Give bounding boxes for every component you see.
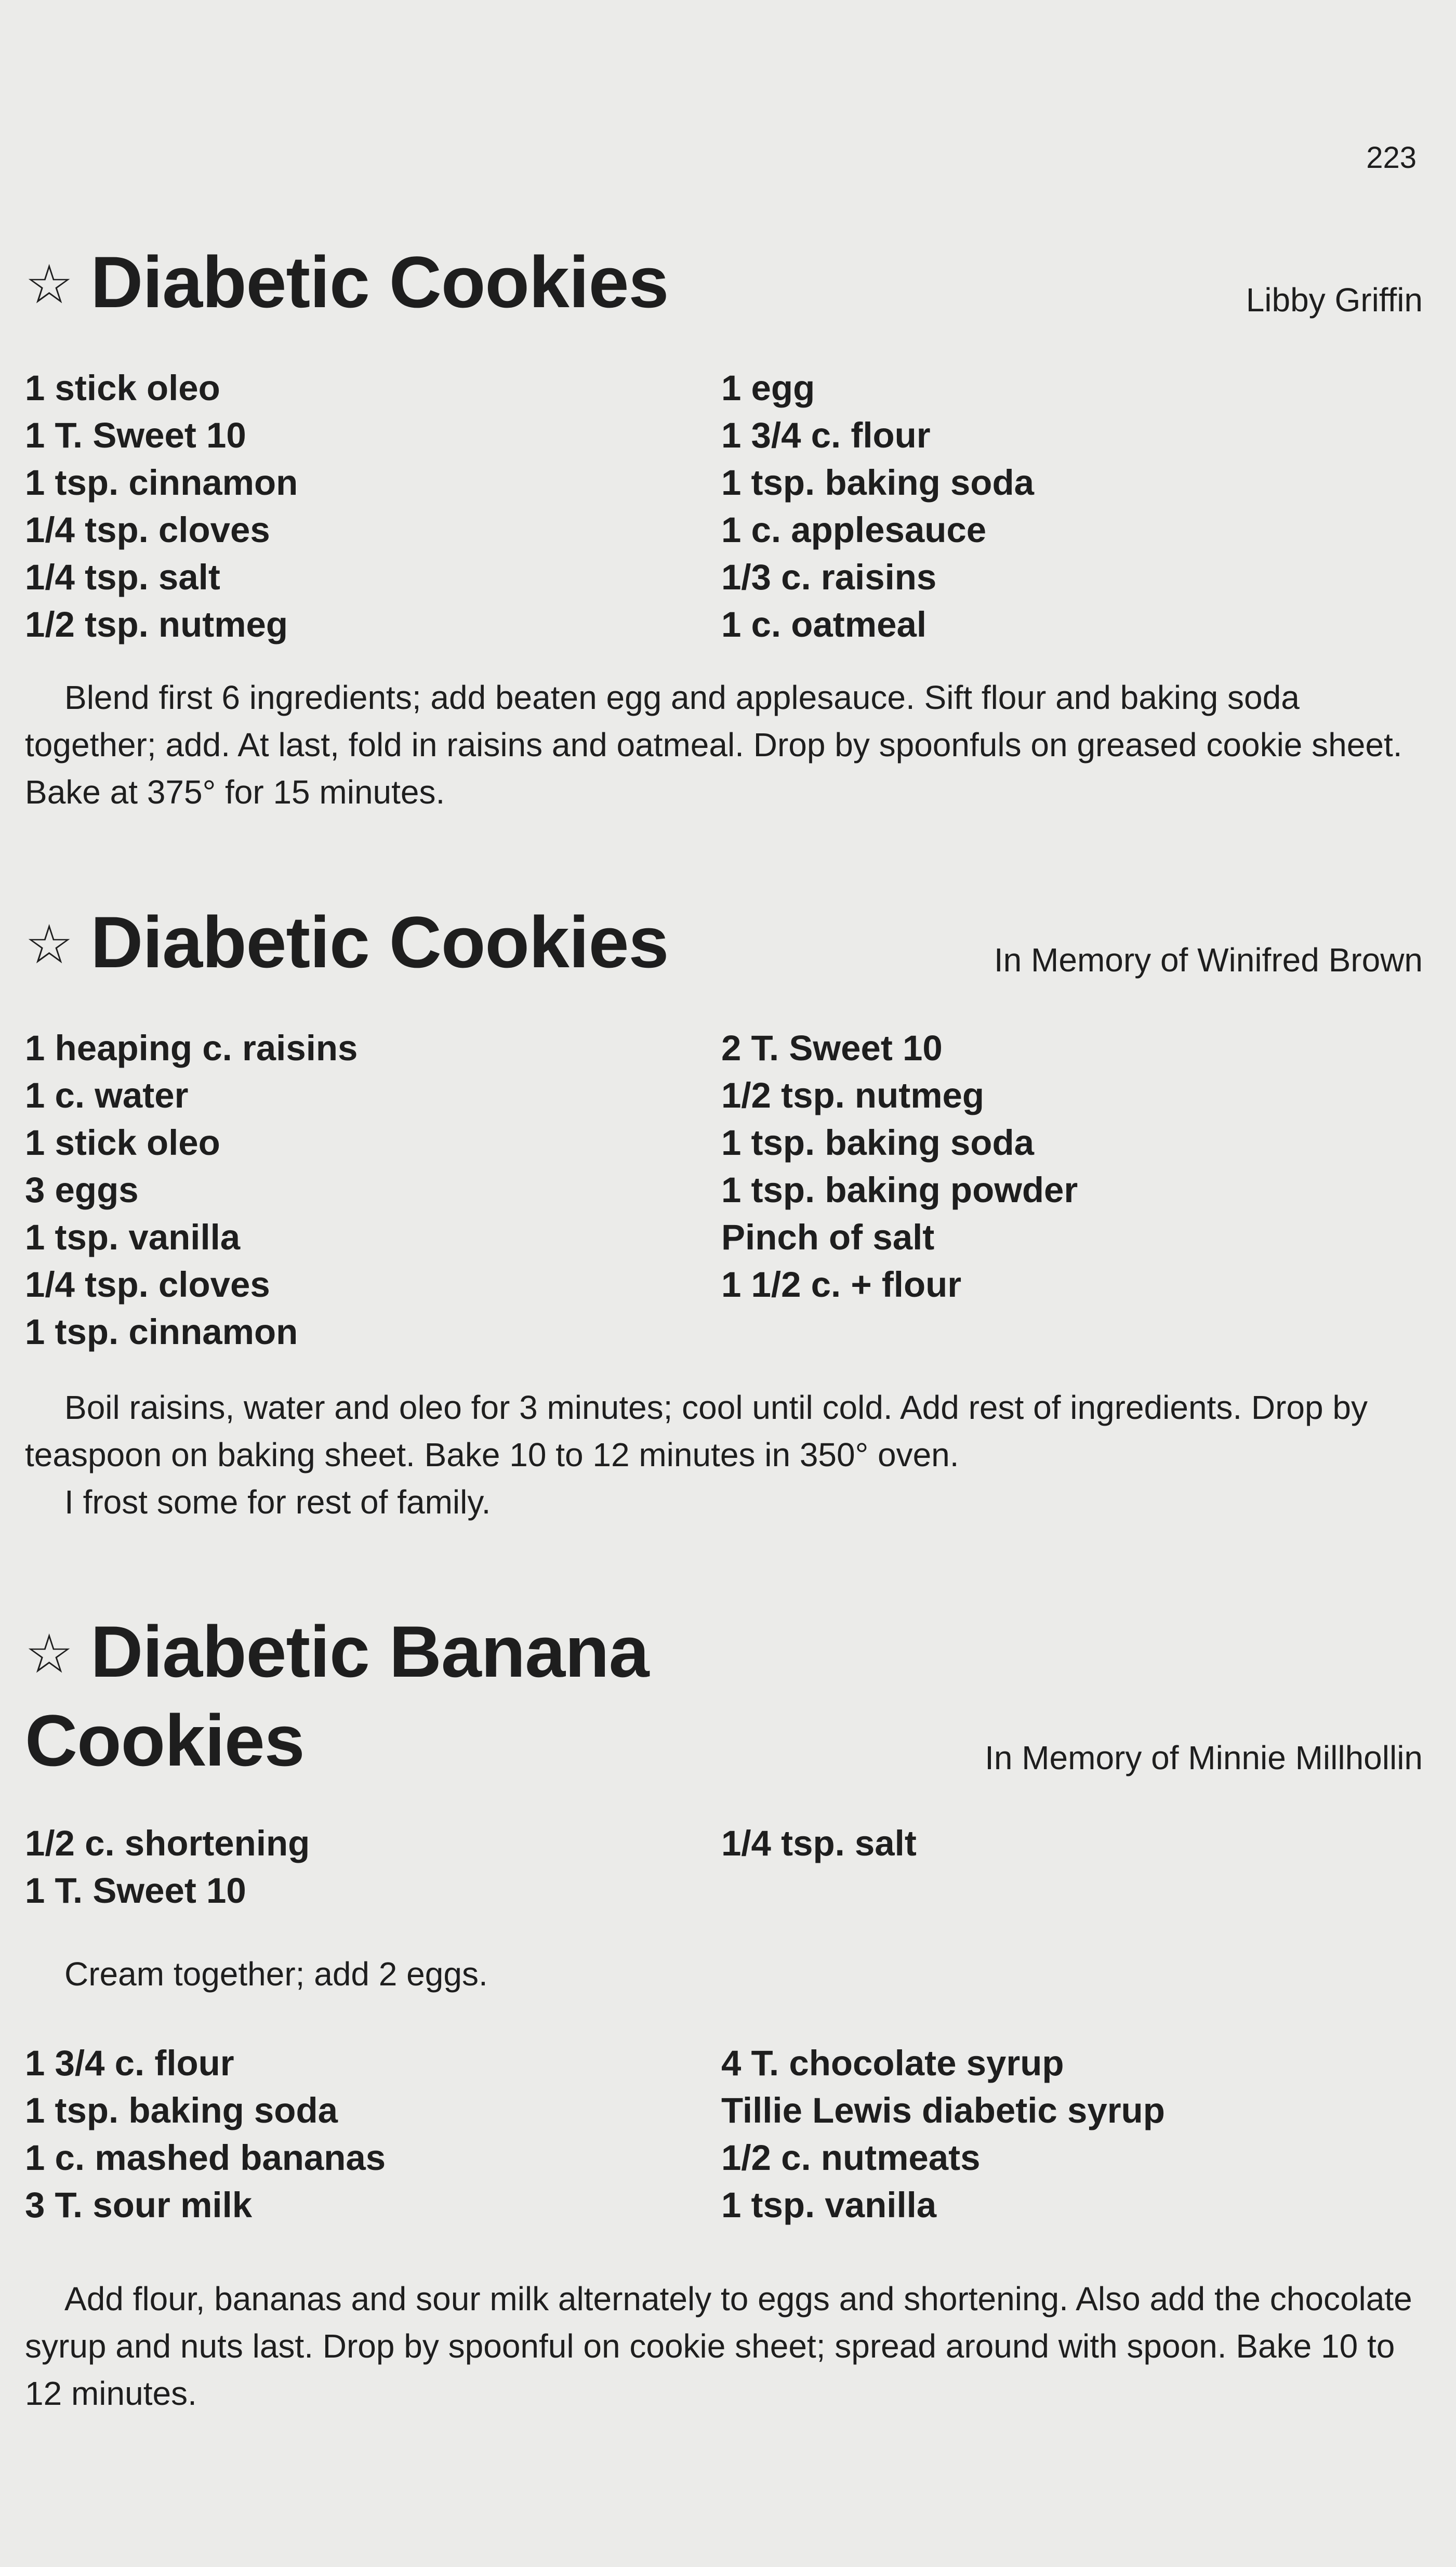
ingredient-item: 1 c. mashed bananas <box>25 2138 386 2178</box>
ingredient-item: 4 T. chocolate syrup <box>721 2043 1064 2083</box>
ingredient-column-right <box>721 1820 1423 1914</box>
recipe-header <box>25 1609 1423 1783</box>
recipe-directions <box>25 1951 1423 1998</box>
ingredient-column-left <box>25 364 721 648</box>
ingredient-item: 1 tsp. cinnamon <box>25 1312 298 1352</box>
ingredient-item: 1 1/2 c. + flour <box>721 1265 962 1305</box>
ingredient-item: 1 T. Sweet 10 <box>25 1871 246 1911</box>
recipe-diabetic-cookies-brown <box>25 899 1423 1526</box>
ingredient-column-right <box>721 364 1423 648</box>
recipe-title-text: Diabetic Cookies <box>90 241 669 323</box>
ingredient-item: 3 T. sour milk <box>25 2185 253 2225</box>
ingredient-item: 1 stick oleo <box>25 1123 220 1163</box>
ingredient-column-right <box>721 2039 1423 2229</box>
ingredient-item: 1 stick oleo <box>25 368 220 408</box>
star-icon: ☆ <box>25 255 73 315</box>
recipe-credit: In Memory of Minnie Millhollin <box>985 1739 1423 1776</box>
directions-paragraph: Cream together; add 2 eggs. <box>64 1955 488 1993</box>
ingredient-item: Pinch of salt <box>721 1217 935 1257</box>
ingredient-item: 1/4 tsp. cloves <box>25 510 270 550</box>
ingredient-item: 1 3/4 c. flour <box>721 415 931 455</box>
recipe-title-text: Cookies <box>25 1700 305 1781</box>
recipe-title-text: Diabetic Cookies <box>90 901 669 983</box>
page-number: 223 <box>1366 141 1417 175</box>
ingredient-item: 1 T. Sweet 10 <box>25 415 246 455</box>
recipe-directions <box>25 674 1423 816</box>
ingredient-item: 1/4 tsp. salt <box>25 557 220 597</box>
ingredient-list <box>25 1024 1423 1355</box>
ingredient-item: 1/4 tsp. cloves <box>25 1265 270 1305</box>
ingredient-item: 1/2 c. shortening <box>25 1823 310 1863</box>
recipe-title-text: Diabetic Banana <box>90 1611 649 1692</box>
ingredient-column-left <box>25 1024 721 1355</box>
directions-paragraph: I frost some for rest of family. <box>64 1483 491 1521</box>
ingredient-item: 1/4 tsp. salt <box>721 1823 917 1863</box>
ingredient-item: 1 tsp. baking soda <box>25 2090 338 2130</box>
ingredient-item: 1 tsp. vanilla <box>721 2185 937 2225</box>
directions-paragraph: Blend first 6 ingredients; add beaten egg and applesauce. Sift flour and baking soda together; add. At last, fold in raisins and oatmeal. Drop by spoonfuls on greased cookie sheet. Bake at 375° for 15 minutes. <box>25 679 1402 811</box>
star-icon: ☆ <box>25 1624 73 1684</box>
ingredient-column-left <box>25 2039 721 2229</box>
recipe-diabetic-cookies-griffin <box>25 239 1423 816</box>
directions-paragraph: Add flour, bananas and sour milk alternately to eggs and shortening. Also add the chocolate syrup and nuts last. Drop by spoonful on cookie sheet; spread around with spoon. Bake 10 to 12 minutes. <box>25 2280 1412 2412</box>
recipe-header <box>25 899 1423 988</box>
recipe-title <box>25 1609 648 1783</box>
ingredient-item: 1/3 c. raisins <box>721 557 937 597</box>
ingredient-item: 1 tsp. baking soda <box>721 1123 1034 1163</box>
ingredient-item: 1 c. applesauce <box>721 510 987 550</box>
ingredient-item: 3 eggs <box>25 1170 139 1210</box>
ingredient-list <box>25 364 1423 648</box>
ingredient-column-right <box>721 1024 1423 1355</box>
ingredient-item: 1/2 tsp. nutmeg <box>25 604 288 644</box>
recipe-header <box>25 239 1423 328</box>
ingredient-list <box>25 1820 1423 1914</box>
ingredient-column-left <box>25 1820 721 1914</box>
star-icon: ☆ <box>25 915 73 975</box>
ingredient-list <box>25 2039 1423 2229</box>
ingredient-item: 2 T. Sweet 10 <box>721 1028 943 1068</box>
ingredient-item: 1 tsp. cinnamon <box>25 463 298 503</box>
recipe-directions <box>25 1384 1423 1526</box>
recipe-credit: In Memory of Winifred Brown <box>994 941 1423 979</box>
ingredient-item: 1/2 c. nutmeats <box>721 2138 981 2178</box>
ingredient-item: 1 egg <box>721 368 815 408</box>
ingredient-item: 1 c. water <box>25 1075 189 1115</box>
recipe-credit: Libby Griffin <box>1246 281 1423 319</box>
ingredient-item: 1/2 tsp. nutmeg <box>721 1075 985 1115</box>
ingredient-item: 1 c. oatmeal <box>721 604 927 644</box>
ingredient-item: 1 tsp. baking soda <box>721 463 1034 503</box>
recipe-diabetic-banana-cookies <box>25 1609 1423 2417</box>
recipe-title <box>25 899 668 988</box>
directions-paragraph: Boil raisins, water and oleo for 3 minutes; cool until cold. Add rest of ingredients. Drop by teaspoon on baking sheet. Bake 10 to 12 minutes in 350° oven. <box>25 1389 1368 1473</box>
recipe-title <box>25 239 668 328</box>
ingredient-item: 1 tsp. vanilla <box>25 1217 241 1257</box>
recipe-directions <box>25 2275 1423 2417</box>
ingredient-item: 1 heaping c. raisins <box>25 1028 358 1068</box>
ingredient-item: Tillie Lewis diabetic syrup <box>721 2090 1165 2130</box>
ingredient-item: 1 tsp. baking powder <box>721 1170 1078 1210</box>
ingredient-item: 1 3/4 c. flour <box>25 2043 234 2083</box>
